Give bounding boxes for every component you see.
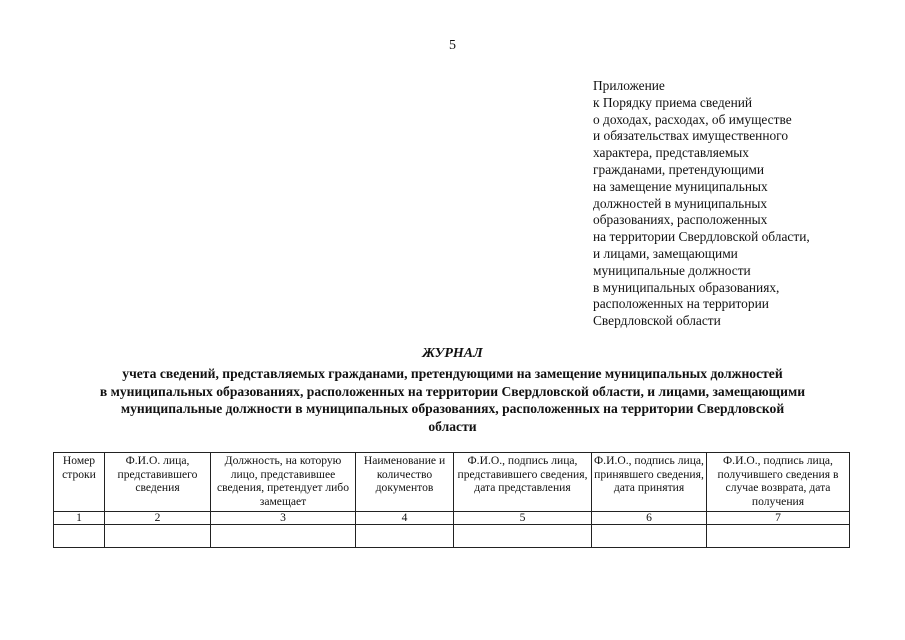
appendix-line: должностей в муниципальных [593, 195, 768, 211]
header-documents: Наименование и количество документов [356, 453, 454, 512]
appendix-line: к Порядку приема сведений [593, 94, 753, 110]
column-number: 6 [592, 512, 707, 525]
column-number: 5 [454, 512, 592, 525]
column-number-row [54, 512, 850, 525]
appendix-line: на территории Свердловской области, [593, 229, 810, 245]
table-cell [211, 525, 356, 548]
appendix-line: Свердловской области [593, 313, 721, 329]
appendix-line: в муниципальных образованиях, [593, 279, 780, 295]
header-submitter-name: Ф.И.О. лица, представившего сведения [105, 453, 211, 512]
table-cell [592, 525, 707, 548]
table-cell [54, 525, 105, 548]
appendix-line: и лицами, замещающими [593, 245, 738, 261]
journal-subtitle-line: в муниципальных образованиях, расположенных на территории Свердловской области, и лицами, замещающими [99, 383, 806, 399]
column-number: 1 [54, 512, 105, 525]
journal-subtitle-line: муниципальные должности в муниципальных образованиях, расположенных на территории Свердловской [120, 401, 785, 416]
column-number: 4 [356, 512, 454, 525]
journal-subtitle-line: учета сведений, представляемых гражданами, претендующими на замещение муниципальных должностей [122, 366, 783, 381]
appendix-line: муниципальные должности [593, 262, 751, 278]
table-cell [356, 525, 454, 548]
header-submission-signature: Ф.И.О., подпись лица, представившего сведения, дата представления [454, 453, 592, 512]
header-acceptance-signature: Ф.И.О., подпись лица, принявшего сведения, дата принятия [592, 453, 707, 512]
journal-subtitle [40, 365, 865, 435]
table-cell [454, 525, 592, 548]
appendix-line: на замещение муниципальных [593, 178, 768, 194]
table-cell [707, 525, 850, 548]
column-number: 7 [707, 512, 850, 525]
header-return-signature: Ф.И.О., подпись лица, получившего сведения в случае возврата, дата получения [707, 453, 850, 512]
column-number: 2 [105, 512, 211, 525]
table-cell [105, 525, 211, 548]
header-row-number: Номер строки [54, 453, 105, 512]
appendix-line: характера, представляемых [593, 145, 749, 161]
column-number: 3 [211, 512, 356, 525]
appendix-line: образованиях, расположенных [593, 212, 768, 228]
appendix-block [593, 78, 893, 330]
table-row [54, 525, 850, 548]
journal-table [53, 452, 850, 548]
appendix-line: о доходах, расходах, об имуществе [593, 111, 792, 127]
page-number: 5 [449, 38, 456, 53]
appendix-line: гражданами, претендующими [593, 161, 764, 177]
table-header-row [54, 453, 850, 512]
appendix-line: и обязательствах имущественного [593, 128, 789, 144]
appendix-line: расположенных на территории [593, 296, 769, 312]
header-position: Должность, на которую лицо, представившее сведения, претендует либо замещает [211, 453, 356, 512]
journal-title: ЖУРНАЛ [422, 346, 483, 361]
journal-subtitle-line: области [428, 418, 477, 434]
appendix-line: Приложение [593, 78, 665, 93]
